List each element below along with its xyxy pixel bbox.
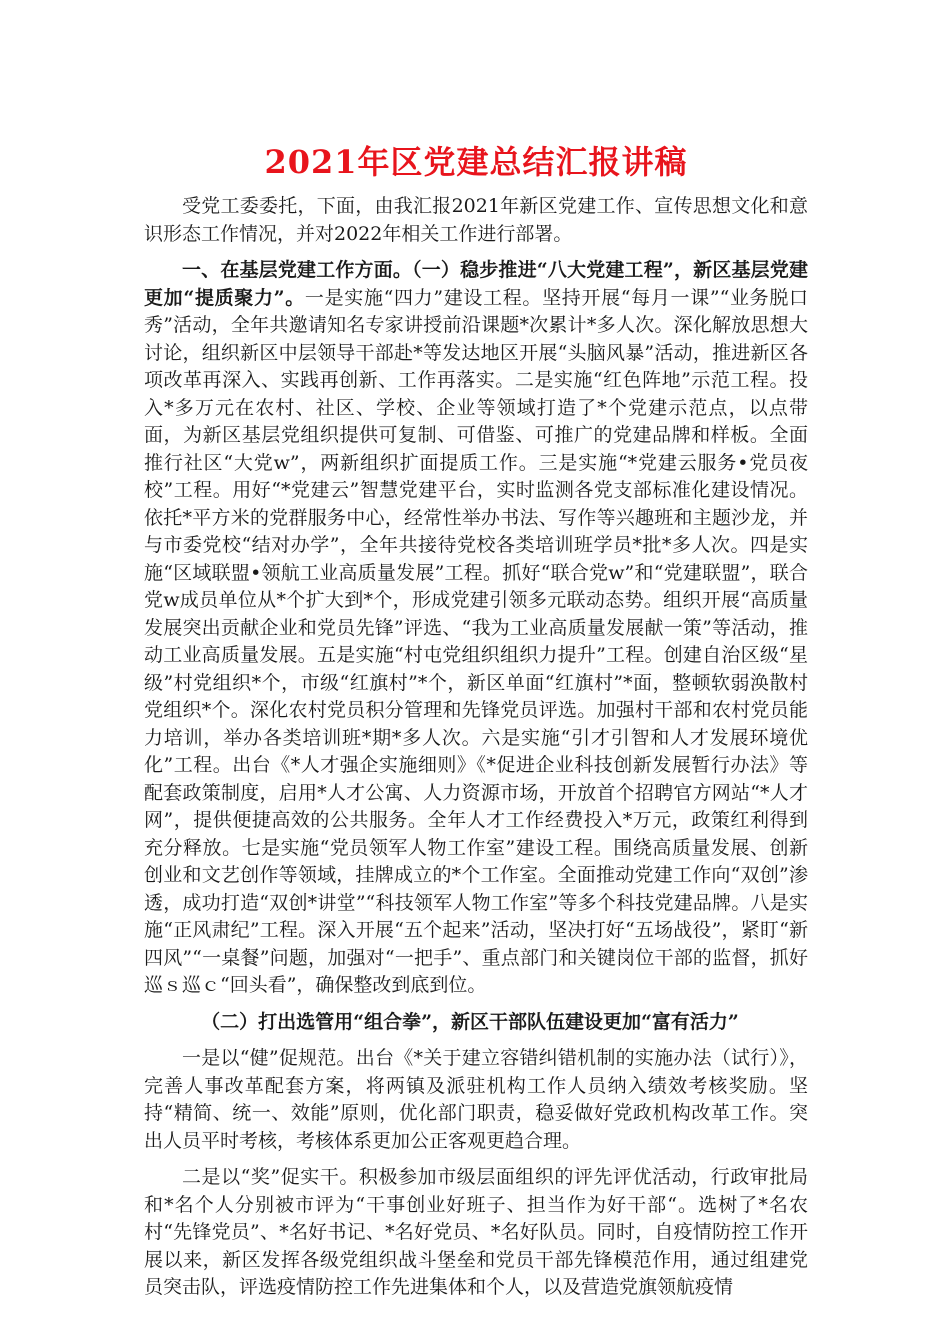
- section1-heading: 一、在基层党建工作方面。（一）稳步推进“八大党建工程”，新区基层党建更加“提质聚力”。: [144, 259, 808, 309]
- section1-paragraph: [144, 257, 808, 1000]
- section1-body: 一是实施“四力”建设工程。坚持开展“每月一课”“业务脱口秀”活动，全年共邀请知名专家讲授前沿课题*次累计*多人次。深化解放思想大讨论，组织新区中层领导干部赴*等发达地区开展“头脑风暴”活动，推进新区各项改革再深入、实践再创新、工作再落实。二是实施“红色阵地”示范工程。投入*多万元在农村、社区、学校、企业等领域打造了*个党建示范点，以点带面，为新区基层党组织提供可复制、可借鉴、可推广的党建品牌和样板。全面推行社区“大党w”，两新组织扩面提质工作。三是实施“*党建云服务•党员夜校”工程。用好“*党建云”智慧党建平台，实时监测各党支部标准化建设情况。依托*平方米的党群服务中心，经常性举办书法、写作等兴趣班和主题沙龙，并与市委党校“结对办学”，全年共接待党校各类培训班学员*批*多人次。四是实施“区域联盟•领航工业高质量发展”工程。抓好“联合党w”和“党建联盟”，联合党w成员单位从*个扩大到*个，形成党建引领多元联动态势。组织开展“高质量发展突出贡献企业和党员先锋”评选、“我为工业高质量发展献一策”等活动，推动工业高质量发展。五是实施“村屯党组织组织力提升”工程。创建自治区级“星级”村党组织*个，市级“红旗村”*个，新区单面“红旗村”*面，整顿软弱涣散村党组织*个。深化农村党员积分管理和先锋党员评选。加强村干部和农村党员能力培训，举办各类培训班*期*多人次。六是实施“引才引智和人才发展环境优化”工程。出台《*人才强企实施细则》《*促进企业科技创新发展暂行办法》等配套政策制度，启用*人才公寓、人力资源市场，开放首个招聘官方网站“*人才网”，提供便捷高效的公共服务。全年人才工作经费投入*万元，政策红利得到充分释放。七是实施“党员领军人物工作室”建设工程。围绕高质量发展、创新创业和文艺创作等领域，挂牌成立的*个工作室。全面推动党建工作向“双创”渗透，成功打造“双创*讲堂”“科技领军人物工作室”等多个科技党建品牌。八是实施“正风肃纪”工程。深入开展“五个起来”活动，坚决打好“五场战役”，紧盯“新四风”“一桌餐”问题，加强对“一把手”、重点部门和关键岗位干部的监督，抓好巡ｓ巡ｃ“回头看”，确保整改到底到位。: [144, 286, 808, 996]
- document-page: [144, 142, 808, 1302]
- intro-paragraph: 受党工委委托，下面，由我汇报2021年新区党建工作、宣传思想文化和意识形态工作情况，并对2022年相关工作进行部署。: [144, 195, 808, 245]
- section2-paragraph-2: 二是以“奖”促实干。积极参加市级层面组织的评先评优活动，行政审批局和*名个人分别被市评为“干事创业好班子、担当作为好干部“。选树了*名农村“先锋党员”、*名好书记、*名好党员、*名好队员。同时，自疫情防控工作开展以来，新区发挥各级党组织战斗堡垒和党员干部先锋模范作用，通过组建党员突击队，评选疫情防控工作先进集体和个人，以及营造党旗领航疫情: [144, 1166, 808, 1298]
- section2-heading: （二）打出选管用“组合拳”，新区干部队伍建设更加“富有活力”: [201, 1010, 739, 1033]
- document-title: 2021年区党建总结汇报讲稿: [264, 143, 688, 181]
- section2-paragraph-1: 一是以“健”促规范。出台《*关于建立容错纠错机制的实施办法（试行）》，完善人事改革配套方案，将两镇及派驻机构工作人员纳入绩效考核奖励。坚持“精简、统一、效能”原则，优化部门职责，稳妥做好党政机构改革工作。突出人员平时考核，考核体系更加公正客观更趋合理。: [144, 1047, 808, 1152]
